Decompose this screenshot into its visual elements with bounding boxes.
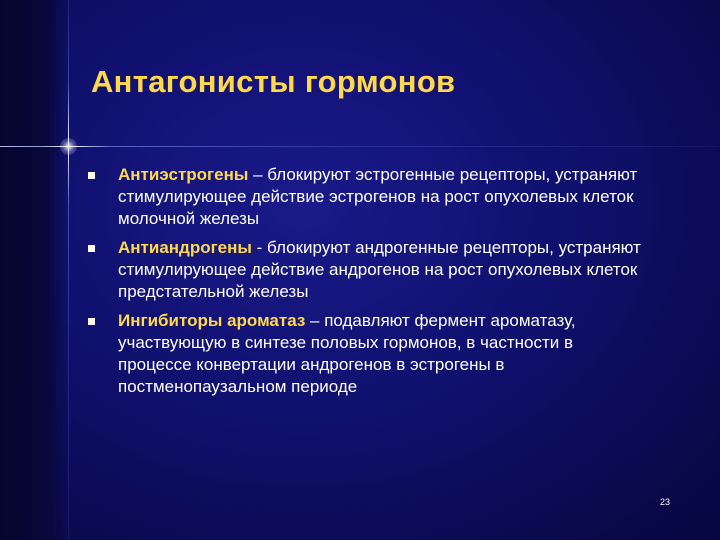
- bullet-item-antiestrogens: [88, 164, 648, 230]
- bullet-text: - блокируют андрогенные рецепторы, устраняют стимулирующее действие андрогенов на рост опухолевых клеток предстательной железы: [118, 238, 641, 301]
- square-bullet-icon: [88, 318, 95, 325]
- page-number: 23: [660, 497, 671, 507]
- sparkle-vertical-ray: [68, 85, 69, 205]
- bullet-text: – подавляют фермент ароматазу, участвующую в синтезе половых гормонов, в частности в процессе конвертации андрогенов в эстрогены в постменопаузальном периоде: [118, 311, 576, 396]
- square-bullet-icon: [88, 245, 95, 252]
- bullet-list: [88, 164, 648, 405]
- sparkle-horizontal-ray: [40, 146, 110, 147]
- bullet-term: Антиандрогены: [118, 238, 252, 257]
- bullet-term: Ингибиторы ароматаз: [118, 311, 306, 330]
- bullet-text: – блокируют эстрогенные рецепторы, устраняют стимулирующее действие эстрогенов на рост опухолевых клеток молочной железы: [118, 165, 638, 228]
- square-bullet-icon: [88, 172, 95, 179]
- bullet-item-aromatase-inhibitors: [88, 310, 648, 398]
- bullet-item-antiandrogens: [88, 237, 648, 303]
- bullet-term: Антиэстрогены: [118, 165, 249, 184]
- vertical-divider-line: [68, 0, 69, 540]
- slide-title: Антагонисты гормонов: [91, 64, 456, 99]
- left-shadow-band: [0, 0, 68, 540]
